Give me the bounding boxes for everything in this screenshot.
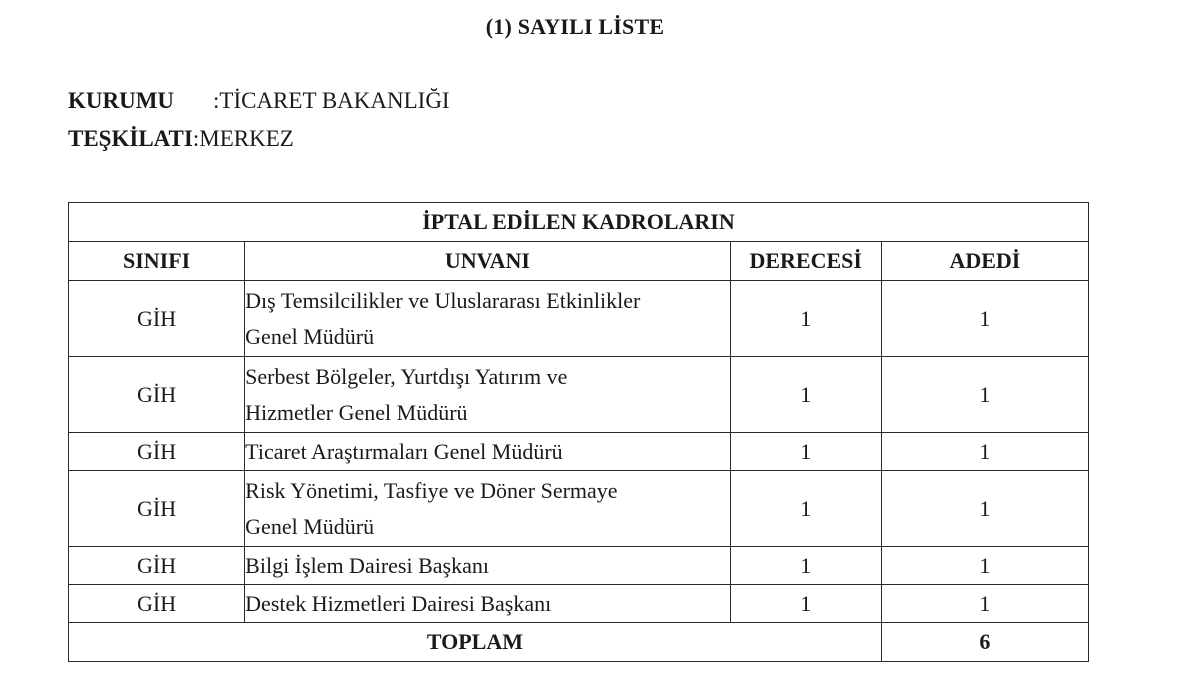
header-sinif: SINIFI xyxy=(69,242,245,281)
table-row xyxy=(69,585,1089,623)
teskilat-label: TEŞKİLATI xyxy=(68,126,193,151)
document-title: (1) SAYILI LİSTE xyxy=(485,14,665,39)
table-row xyxy=(69,547,1089,585)
cell-adet: 1 xyxy=(881,585,1088,623)
table-row xyxy=(69,357,1089,433)
cell-unvan: Ticaret Araştırmaları Genel Müdürü xyxy=(245,433,730,471)
cell-adet: 1 xyxy=(881,357,1088,433)
kurum-label: KURUMU xyxy=(68,88,175,113)
cell-derece: 1 xyxy=(730,281,881,357)
unvan-line: Risk Yönetimi, Tasfiye ve Döner Sermaye xyxy=(245,477,618,503)
kurum-separator: : xyxy=(213,88,220,113)
cell-derece: 1 xyxy=(730,471,881,547)
teskilat-row xyxy=(68,126,294,152)
total-value: 6 xyxy=(881,623,1088,662)
kurum-value: TİCARET BAKANLIĞI xyxy=(219,88,450,113)
total-row xyxy=(69,623,1089,662)
cell-derece: 1 xyxy=(730,433,881,471)
cell-sinif: GİH xyxy=(69,585,245,623)
unvan-line: Hizmetler Genel Müdürü xyxy=(245,399,468,425)
unvan-line: Genel Müdürü xyxy=(245,323,375,349)
teskilat-value: MERKEZ xyxy=(199,126,294,151)
cell-unvan xyxy=(245,471,730,547)
cell-derece: 1 xyxy=(730,357,881,433)
cell-sinif: GİH xyxy=(69,281,245,357)
total-label: TOPLAM xyxy=(69,623,882,662)
cell-adet: 1 xyxy=(881,281,1088,357)
cell-adet: 1 xyxy=(881,547,1088,585)
table-row xyxy=(69,433,1089,471)
kurum-row xyxy=(68,88,450,114)
table-row xyxy=(69,281,1089,357)
table-header-row xyxy=(69,242,1089,281)
cell-adet: 1 xyxy=(881,433,1088,471)
cell-unvan xyxy=(245,281,730,357)
cell-derece: 1 xyxy=(730,585,881,623)
cell-unvan xyxy=(245,357,730,433)
unvan-line: Genel Müdürü xyxy=(245,513,375,539)
cancelled-positions-table xyxy=(68,202,1089,662)
table-caption: İPTAL EDİLEN KADROLARIN xyxy=(69,203,1089,242)
cell-sinif: GİH xyxy=(69,433,245,471)
cell-sinif: GİH xyxy=(69,357,245,433)
cell-unvan: Destek Hizmetleri Dairesi Başkanı xyxy=(245,585,730,623)
cell-sinif: GİH xyxy=(69,547,245,585)
teskilat-separator: : xyxy=(192,126,200,151)
header-adet: ADEDİ xyxy=(881,242,1088,281)
unvan-line: Serbest Bölgeler, Yurtdışı Yatırım ve xyxy=(245,363,568,389)
unvan-line: Dış Temsilcilikler ve Uluslararası Etkinlikler xyxy=(245,287,641,313)
cell-unvan: Bilgi İşlem Dairesi Başkanı xyxy=(245,547,730,585)
cell-sinif: GİH xyxy=(69,471,245,547)
header-unvan: UNVANI xyxy=(245,242,730,281)
cell-adet: 1 xyxy=(881,471,1088,547)
header-derece: DERECESİ xyxy=(730,242,881,281)
table-row xyxy=(69,471,1089,547)
cell-derece: 1 xyxy=(730,547,881,585)
